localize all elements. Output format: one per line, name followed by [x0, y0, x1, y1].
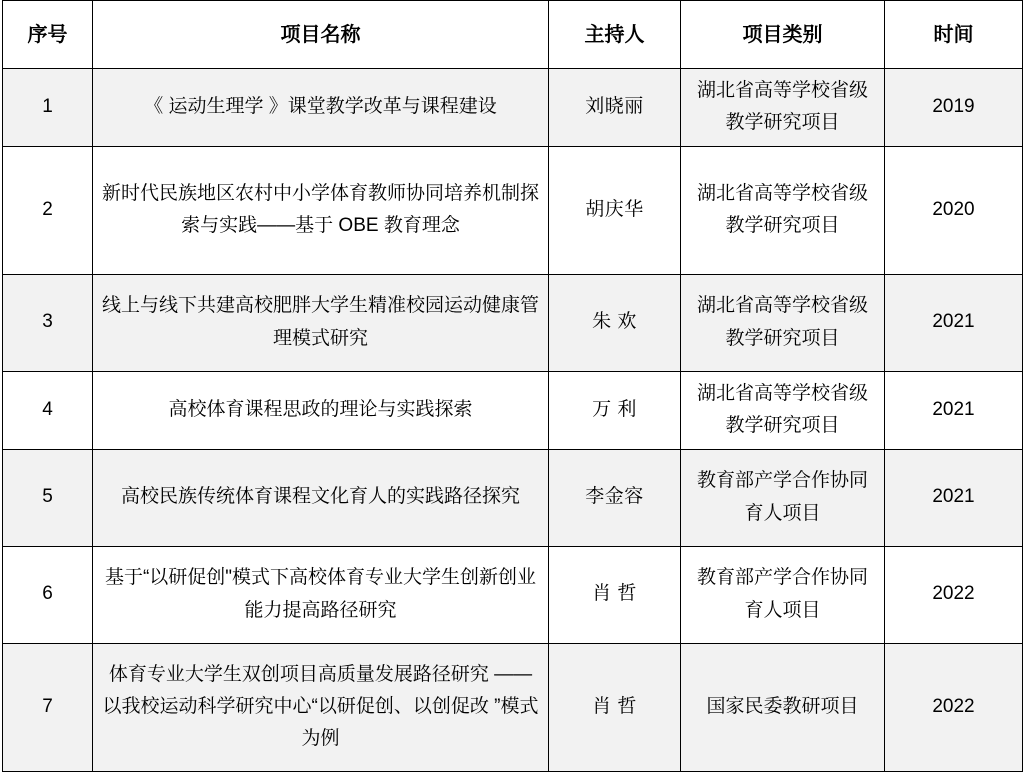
cell-leader: 胡庆华: [549, 146, 681, 274]
column-header-name: 项目名称: [93, 1, 549, 69]
cell-project-name: 新时代民族地区农村中小学体育教师协同培养机制探索与实践——基于 OBE 教育理念: [93, 146, 549, 274]
table-row: [3, 643, 1023, 771]
column-header-index: 序号: [3, 1, 93, 69]
cell-index: 3: [3, 274, 93, 371]
cell-time: 2021: [885, 449, 1023, 546]
column-header-leader: 主持人: [549, 1, 681, 69]
cell-project-name: 基于“以研促创"模式下高校体育专业大学生创新创业能力提高路径研究: [93, 546, 549, 643]
cell-time: 2022: [885, 643, 1023, 771]
cell-category: 教育部产学合作协同育人项目: [681, 546, 885, 643]
table-row: [3, 546, 1023, 643]
cell-leader: 刘晓丽: [549, 69, 681, 147]
table-row: [3, 274, 1023, 371]
cell-category: 湖北省高等学校省级教学研究项目: [681, 371, 885, 449]
table-header: [3, 1, 1023, 69]
cell-category: 国家民委教研项目: [681, 643, 885, 771]
cell-time: 2021: [885, 274, 1023, 371]
cell-leader: 李金容: [549, 449, 681, 546]
cell-project-name: 线上与线下共建高校肥胖大学生精准校园运动健康管理模式研究: [93, 274, 549, 371]
cell-time: 2020: [885, 146, 1023, 274]
table-row: [3, 371, 1023, 449]
table-row: [3, 69, 1023, 147]
column-header-time: 时间: [885, 1, 1023, 69]
cell-category: 湖北省高等学校省级教学研究项目: [681, 274, 885, 371]
cell-project-name: 《 运动生理学 》课堂教学改革与课程建设: [93, 69, 549, 147]
column-header-category: 项目类别: [681, 1, 885, 69]
cell-index: 4: [3, 371, 93, 449]
cell-project-name: 体育专业大学生双创项目高质量发展路径研究 ——以我校运动科学研究中心“以研促创、以创促改 ”模式为例: [93, 643, 549, 771]
cell-time: 2019: [885, 69, 1023, 147]
cell-category: 教育部产学合作协同育人项目: [681, 449, 885, 546]
cell-index: 1: [3, 69, 93, 147]
cell-category: 湖北省高等学校省级教学研究项目: [681, 69, 885, 147]
cell-index: 6: [3, 546, 93, 643]
cell-time: 2021: [885, 371, 1023, 449]
cell-leader: 朱 欢: [549, 274, 681, 371]
cell-leader: 肖 哲: [549, 546, 681, 643]
cell-leader: 万 利: [549, 371, 681, 449]
cell-project-name: 高校体育课程思政的理论与实践探索: [93, 371, 549, 449]
table-header-row: [3, 1, 1023, 69]
cell-leader: 肖 哲: [549, 643, 681, 771]
table-row: [3, 146, 1023, 274]
table-row: [3, 449, 1023, 546]
cell-index: 2: [3, 146, 93, 274]
cell-time: 2022: [885, 546, 1023, 643]
cell-project-name: 高校民族传统体育课程文化育人的实践路径探究: [93, 449, 549, 546]
cell-category: 湖北省高等学校省级教学研究项目: [681, 146, 885, 274]
cell-index: 7: [3, 643, 93, 771]
table-body: [3, 69, 1023, 772]
project-table: [2, 0, 1023, 772]
cell-index: 5: [3, 449, 93, 546]
